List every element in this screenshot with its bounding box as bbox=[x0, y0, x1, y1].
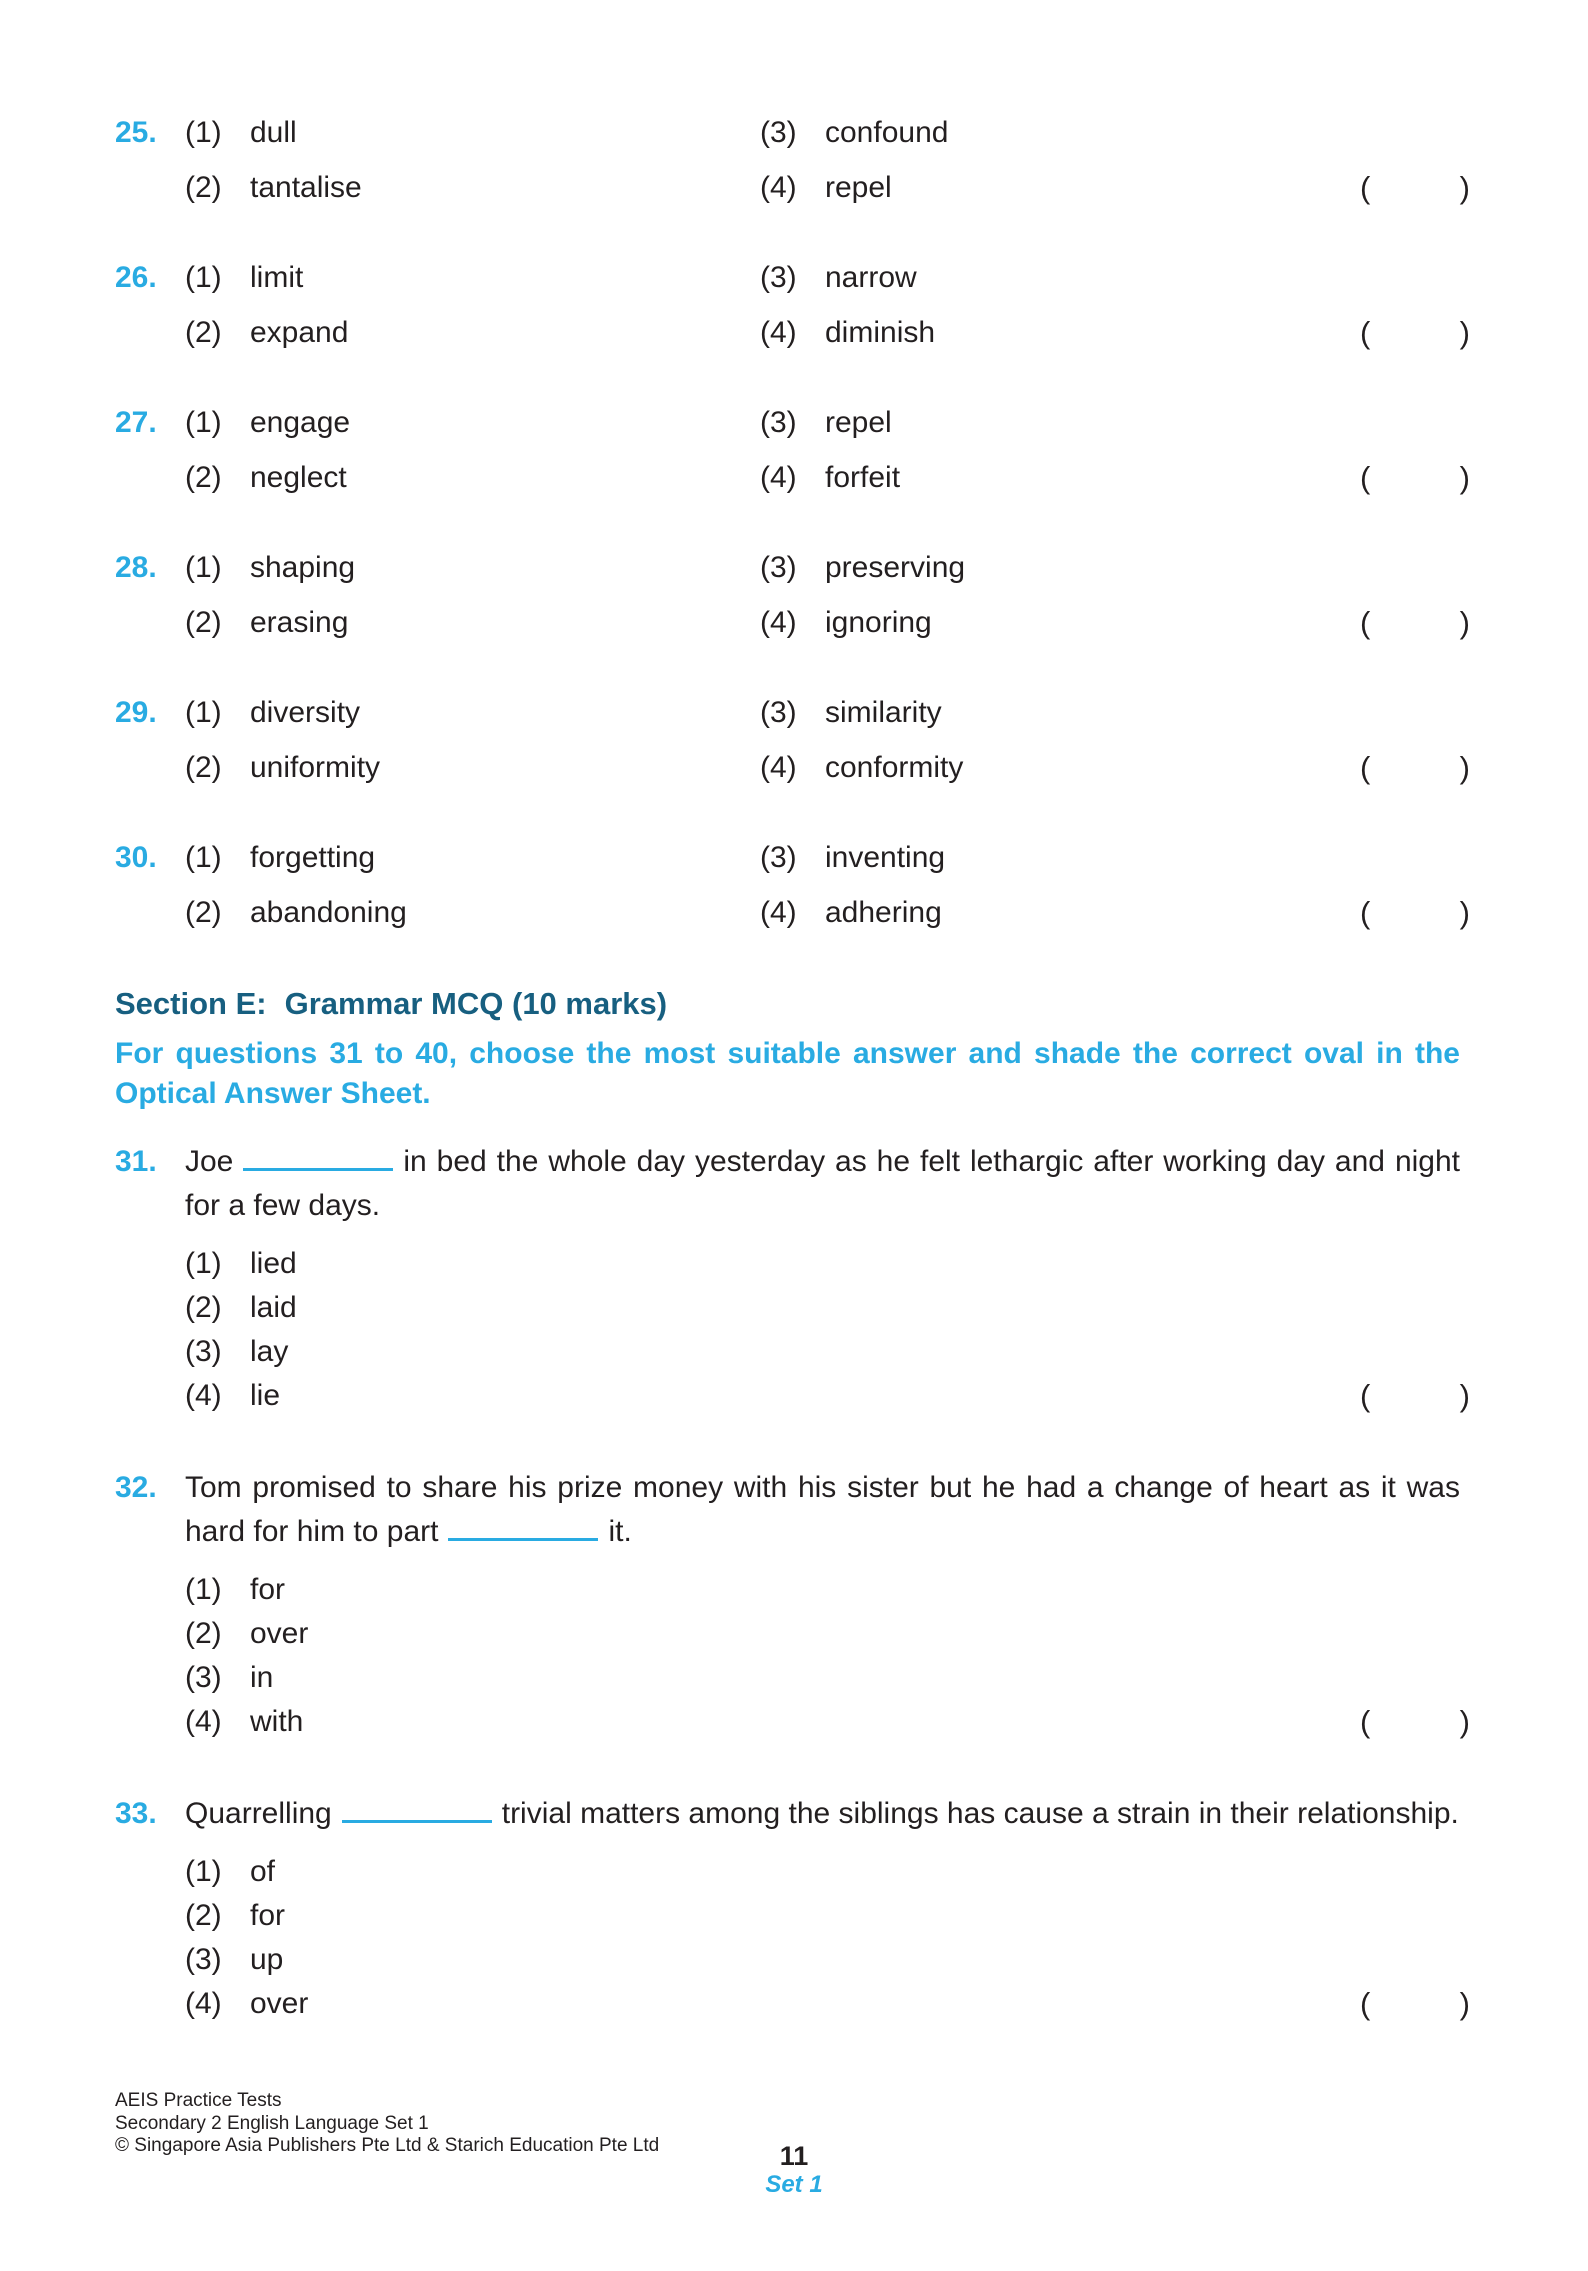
question-number: 32. bbox=[115, 1471, 157, 1504]
option-label: abandoning bbox=[250, 896, 407, 929]
option-label: lay bbox=[250, 1335, 289, 1368]
question-number: 31. bbox=[115, 1145, 157, 1178]
option-number: (3) bbox=[760, 551, 797, 584]
option-number: (2) bbox=[185, 896, 222, 929]
option-number: (2) bbox=[185, 171, 222, 204]
option-label: forgetting bbox=[250, 841, 376, 874]
option-label: up bbox=[250, 1943, 284, 1976]
option-label: preserving bbox=[825, 551, 966, 584]
section-instructions: For questions 31 to 40, choose the most suitable answer and shade the correct oval in the Optical Answer Sheet. bbox=[115, 1037, 1460, 1110]
option-number: (1) bbox=[185, 1855, 222, 1888]
option-label: narrow bbox=[825, 261, 917, 294]
answer-parentheses: ( ) bbox=[1360, 315, 1470, 350]
option-label: for bbox=[250, 1899, 286, 1932]
option-label: laid bbox=[250, 1291, 297, 1324]
option-label: of bbox=[250, 1855, 276, 1888]
footer-series-title: AEIS Practice Tests bbox=[115, 2090, 282, 2111]
option-label: over bbox=[250, 1987, 309, 2020]
option-row bbox=[115, 1568, 1588, 1612]
option-label: neglect bbox=[250, 461, 347, 494]
option-label: conformity bbox=[825, 751, 964, 784]
option-label: tantalise bbox=[250, 171, 362, 204]
option-label: limit bbox=[250, 261, 304, 294]
footer-copyright: © Singapore Asia Publishers Pte Ltd & Starich Education Pte Ltd bbox=[115, 2135, 660, 2156]
answer-blank bbox=[243, 1143, 393, 1172]
option-number: (1) bbox=[185, 1247, 222, 1280]
option-row bbox=[115, 1330, 1588, 1374]
option-label: inventing bbox=[825, 841, 946, 874]
answer-parentheses: ( ) bbox=[1360, 895, 1470, 930]
set-label: Set 1 bbox=[765, 2171, 823, 2198]
option-number: (1) bbox=[185, 551, 222, 584]
question-row bbox=[115, 402, 1588, 444]
question-30 bbox=[115, 837, 1588, 934]
question-text: Quarrelling trivial matters among the siblings has cause a strain in their relationship. bbox=[185, 1792, 1460, 1836]
option-number: (2) bbox=[185, 461, 222, 494]
option-label: with bbox=[250, 1705, 304, 1738]
option-row bbox=[115, 1850, 1588, 1894]
option-number: (3) bbox=[185, 1661, 222, 1694]
answer-parentheses: ( ) bbox=[1360, 1704, 1470, 1739]
option-label: over bbox=[250, 1617, 309, 1650]
option-number: (4) bbox=[760, 171, 797, 204]
option-number: (4) bbox=[760, 606, 797, 639]
answer-parentheses: ( ) bbox=[1360, 605, 1470, 640]
page-number-block bbox=[0, 2142, 1588, 2199]
option-label: expand bbox=[250, 316, 349, 349]
option-label: diminish bbox=[825, 316, 936, 349]
option-label: diversity bbox=[250, 696, 361, 729]
question-row bbox=[115, 892, 1588, 934]
option-label: engage bbox=[250, 406, 351, 439]
question-number: 29. bbox=[115, 696, 157, 729]
option-label: uniformity bbox=[250, 751, 381, 784]
option-label: erasing bbox=[250, 606, 349, 639]
option-label: repel bbox=[825, 406, 892, 439]
question-row bbox=[115, 167, 1588, 209]
question-number: 28. bbox=[115, 551, 157, 584]
answer-parentheses: ( ) bbox=[1360, 1378, 1470, 1413]
option-number: (4) bbox=[760, 316, 797, 349]
question-number: 26. bbox=[115, 261, 157, 294]
option-number: (3) bbox=[760, 261, 797, 294]
option-row bbox=[115, 1938, 1588, 1982]
option-number: (3) bbox=[760, 841, 797, 874]
question-27 bbox=[115, 402, 1588, 499]
question-row bbox=[115, 602, 1588, 644]
question-row bbox=[115, 457, 1588, 499]
question-row bbox=[115, 747, 1588, 789]
option-row bbox=[115, 1700, 1588, 1744]
page-number: 11 bbox=[779, 2141, 809, 2171]
answer-parentheses: ( ) bbox=[1360, 750, 1470, 785]
question-row bbox=[115, 692, 1588, 734]
question-28 bbox=[115, 547, 1588, 644]
option-number: (1) bbox=[185, 261, 222, 294]
option-number: (3) bbox=[760, 116, 797, 149]
section-heading bbox=[115, 982, 1588, 1026]
section-label: Section E: bbox=[115, 986, 267, 1021]
option-number: (3) bbox=[185, 1335, 222, 1368]
option-number: (1) bbox=[185, 116, 222, 149]
footer-paper-title: Secondary 2 English Language Set 1 bbox=[115, 2112, 429, 2134]
question-text: Tom promised to share his prize money with his sister but he had a change of heart as it was hard for him to part it. bbox=[185, 1471, 1460, 1548]
question-32 bbox=[115, 1466, 1588, 1744]
answer-parentheses: ( ) bbox=[1360, 170, 1470, 205]
option-number: (2) bbox=[185, 1899, 222, 1932]
option-number: (4) bbox=[760, 461, 797, 494]
option-row bbox=[115, 1286, 1588, 1330]
option-label: ignoring bbox=[825, 606, 932, 639]
question-29 bbox=[115, 692, 1588, 789]
answer-parentheses: ( ) bbox=[1360, 1986, 1470, 2021]
option-row bbox=[115, 1894, 1588, 1938]
option-number: (2) bbox=[185, 316, 222, 349]
option-label: for bbox=[250, 1573, 286, 1606]
section-title-text: Grammar MCQ (10 marks) bbox=[284, 986, 668, 1021]
option-row bbox=[115, 1656, 1588, 1700]
option-number: (2) bbox=[185, 1617, 222, 1650]
option-label: repel bbox=[825, 171, 892, 204]
question-number: 25. bbox=[115, 116, 157, 149]
option-number: (1) bbox=[185, 406, 222, 439]
option-number: (4) bbox=[185, 1987, 222, 2020]
option-number: (4) bbox=[185, 1379, 222, 1412]
option-label: shaping bbox=[250, 551, 356, 584]
option-label: lie bbox=[250, 1379, 281, 1412]
option-label: similarity bbox=[825, 696, 942, 729]
option-label: adhering bbox=[825, 896, 942, 929]
question-row bbox=[115, 312, 1588, 354]
option-number: (1) bbox=[185, 841, 222, 874]
option-label: lied bbox=[250, 1247, 297, 1280]
option-number: (3) bbox=[760, 406, 797, 439]
option-number: (4) bbox=[185, 1705, 222, 1738]
option-number: (2) bbox=[185, 606, 222, 639]
option-row bbox=[115, 1374, 1588, 1418]
option-number: (2) bbox=[185, 751, 222, 784]
question-row bbox=[115, 837, 1588, 879]
question-26 bbox=[115, 257, 1588, 354]
question-31 bbox=[115, 1140, 1588, 1418]
option-number: (4) bbox=[760, 896, 797, 929]
question-text: Joe in bed the whole day yesterday as he felt lethargic after working day and night for a few days. bbox=[185, 1140, 1460, 1228]
option-row bbox=[115, 1982, 1588, 2026]
option-number: (2) bbox=[185, 1291, 222, 1324]
question-25 bbox=[115, 112, 1588, 209]
option-number: (1) bbox=[185, 1573, 222, 1606]
option-row bbox=[115, 1242, 1588, 1286]
option-number: (1) bbox=[185, 696, 222, 729]
answer-parentheses: ( ) bbox=[1360, 460, 1470, 495]
answer-blank bbox=[342, 1795, 492, 1824]
question-row bbox=[115, 547, 1588, 589]
question-row bbox=[115, 257, 1588, 299]
answer-blank bbox=[448, 1513, 598, 1542]
option-label: forfeit bbox=[825, 461, 901, 494]
question-row bbox=[115, 112, 1588, 154]
question-number: 30. bbox=[115, 841, 157, 874]
option-label: dull bbox=[250, 116, 297, 149]
option-label: in bbox=[250, 1661, 274, 1694]
option-number: (3) bbox=[760, 696, 797, 729]
option-row bbox=[115, 1612, 1588, 1656]
question-number: 33. bbox=[115, 1797, 157, 1830]
option-number: (3) bbox=[185, 1943, 222, 1976]
option-number: (4) bbox=[760, 751, 797, 784]
question-number: 27. bbox=[115, 406, 157, 439]
option-label: confound bbox=[825, 116, 949, 149]
question-33 bbox=[115, 1792, 1588, 2026]
